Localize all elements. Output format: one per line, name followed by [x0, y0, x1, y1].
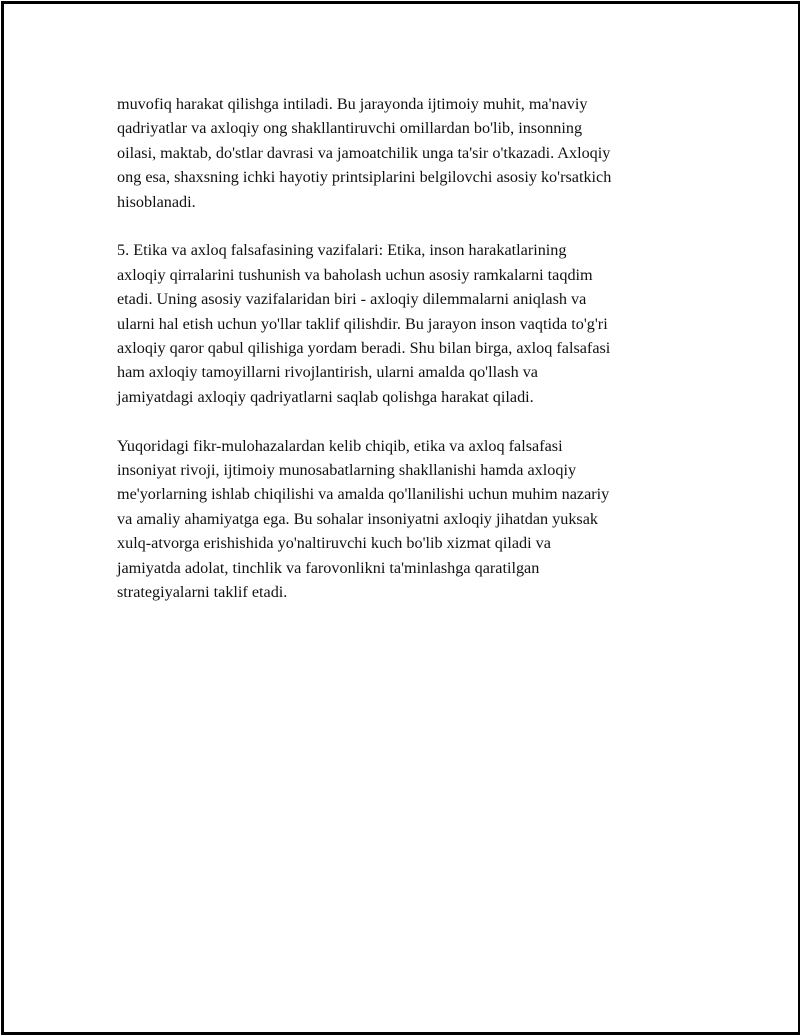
- text-line: muvofiq harakat qilishga intiladi. Bu jarayonda ijtimoiy muhit, ma'naviy: [117, 95, 588, 113]
- paragraph-1: [117, 92, 687, 214]
- text-line: oilasi, maktab, do'stlar davrasi va jamoatchilik unga ta'sir o'tkazadi. Axloqiy: [117, 143, 611, 162]
- text-line: axloqiy qirralarini tushunish va baholash uchun asosiy ramkalarni taqdim: [117, 265, 593, 284]
- text-line: 5. Etika va axloq falsafasining vazifalari: Etika, inson harakatlarining: [117, 241, 567, 260]
- text-line: hisoblanadi.: [117, 192, 196, 211]
- text-line: etadi. Uning asosiy vazifalaridan biri - axloqiy dilemmalarni aniqlash va: [117, 290, 587, 309]
- text-line: qadriyatlar va axloqiy ong shakllantiruvchi omillardan bo'lib, insonning: [117, 119, 583, 138]
- document-body: [117, 92, 687, 629]
- text-line: axloqiy qaror qabul qilishiga yordam beradi. Shu bilan birga, axloq falsafasi: [117, 339, 611, 358]
- text-line: strategiyalarni taklif etadi.: [117, 583, 288, 602]
- text-line: insoniyat rivoji, ijtimoiy munosabatlarning shakllanishi hamda axloqiy: [117, 461, 577, 480]
- text-line: jamiyatda adolat, tinchlik va farovonlikni ta'minlashga qaratilgan: [117, 558, 540, 577]
- text-line: ularni hal etish uchun yo'llar taklif qilishdir. Bu jarayon inson vaqtida to'g'ri: [117, 314, 608, 333]
- text-line: xulq-atvorga erishishida yo'naltiruvchi kuch bo'lib xizmat qiladi va: [117, 534, 551, 553]
- text-line: ham axloqiy tamoyillarni rivojlantirish, ularni amalda qo'llash va: [117, 363, 538, 382]
- text-line: ong esa, shaxsning ichki hayotiy printsiplarini belgilovchi asosiy ko'rsatkich: [117, 168, 612, 187]
- paragraph-2: [117, 238, 687, 409]
- paragraph-3: [117, 434, 687, 605]
- text-line: va amaliy ahamiyatga ega. Bu sohalar insoniyatni axloqiy jihatdan yuksak: [117, 509, 599, 528]
- text-line: Yuqoridagi fikr-mulohazalardan kelib chiqib, etika va axloq falsafasi: [117, 436, 563, 455]
- text-line: me'yorlarning ishlab chiqilishi va amalda qo'llanilishi uchun muhim nazariy: [117, 485, 610, 504]
- text-line: jamiyatdagi axloqiy qadriyatlarni saqlab qolishga harakat qiladi.: [117, 387, 534, 406]
